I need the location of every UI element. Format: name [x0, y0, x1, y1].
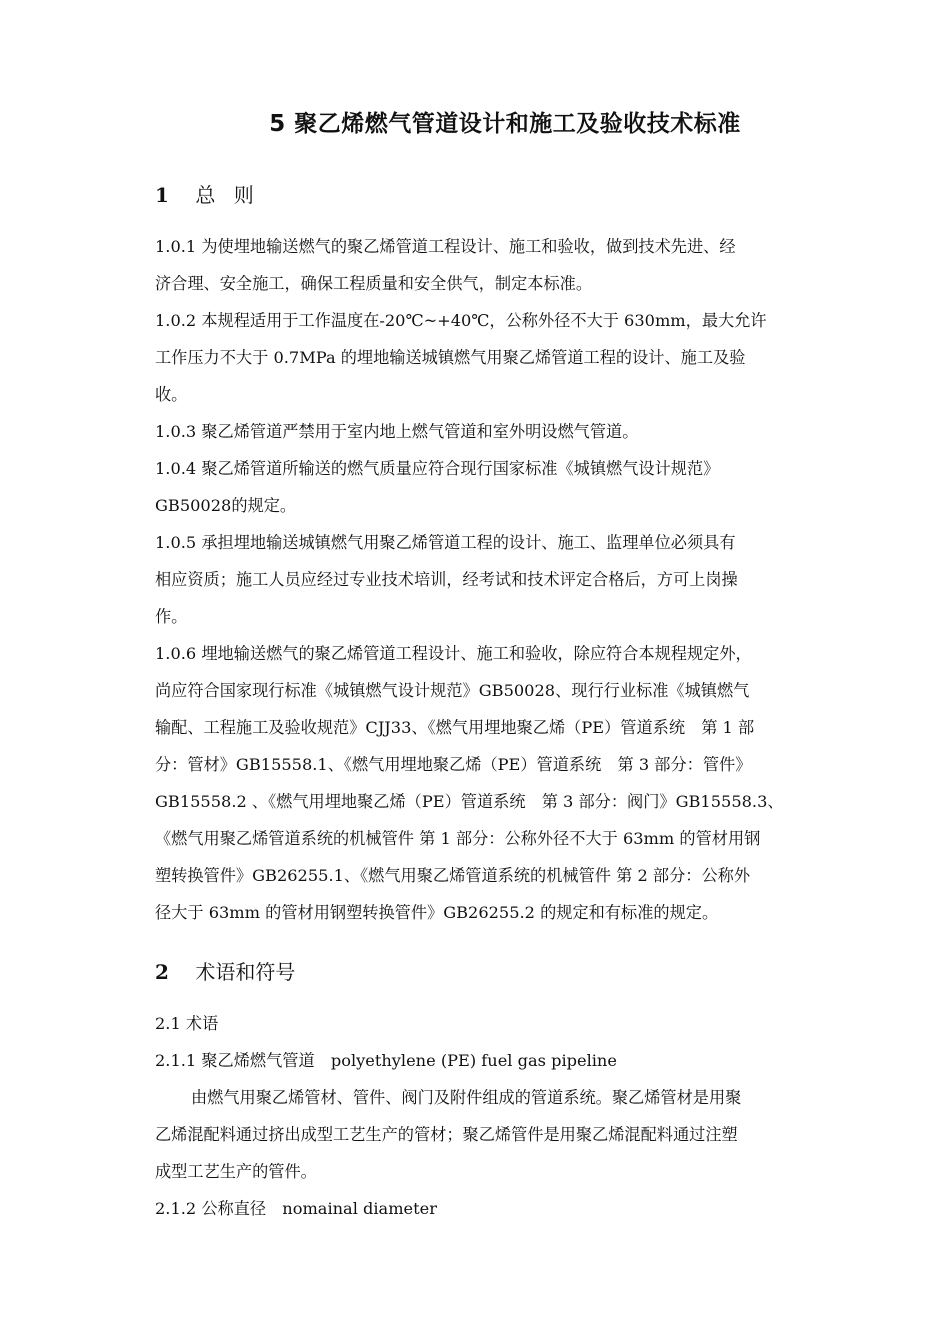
clause-1-0-2: [155, 302, 845, 413]
text-line: 1.0.3 聚乙烯管道严禁用于室内地上燃气管道和室外明设燃气管道。: [155, 422, 639, 441]
term-2-1-2: [155, 1190, 845, 1227]
text-line: 成型工艺生产的管件。: [155, 1162, 317, 1181]
text-line: 收。: [155, 385, 188, 404]
section-2-heading: [155, 957, 855, 987]
text-line: 作。: [155, 607, 188, 626]
subsection-2-1: [155, 1005, 845, 1079]
section-number: 2: [155, 960, 169, 984]
section-title: 术语和符号: [195, 960, 296, 984]
text-line: 2.1 术语: [155, 1014, 219, 1033]
text-line: GB50028的规定。: [155, 496, 297, 515]
text-line: 1.0.6 埋地输送燃气的聚乙烯管道工程设计、施工和验收，除应符合本规程规定外，: [155, 644, 752, 663]
text-line: 1.0.4 聚乙烯管道所输送的燃气质量应符合现行国家标准《城镇燃气设计规范》: [155, 459, 720, 478]
text-line: 1.0.1 为使埋地输送燃气的聚乙烯管道工程设计、施工和验收，做到技术先进、经: [155, 237, 736, 256]
section-title: 总 则: [195, 183, 260, 207]
text-line: GB15558.2 、《燃气用埋地聚乙烯（PE）管道系统 第 3 部分：阀门》GB15558.3、: [155, 792, 784, 811]
term-heading: 2.1.2 公称直径 nomainal diameter: [155, 1199, 437, 1218]
clause-1-0-5: [155, 524, 845, 635]
text-line: 尚应符合国家现行标准《城镇燃气设计规范》GB50028、现行行业标准《城镇燃气: [155, 681, 750, 700]
clause-1-0-3: [155, 413, 845, 450]
text-line: 济合理、安全施工，确保工程质量和安全供气，制定本标准。: [155, 274, 593, 293]
term-heading: 2.1.1 聚乙烯燃气管道 polyethylene (PE) fuel gas pipeline: [155, 1051, 617, 1070]
section-number: 1: [155, 183, 169, 207]
section-1-heading: [155, 180, 855, 210]
text-line: 相应资质；施工人员应经过专业技术培训，经考试和技术评定合格后，方可上岗操: [155, 570, 738, 589]
clause-1-0-1: [155, 228, 845, 302]
text-line: 工作压力不大于 0.7MPa 的埋地输送城镇燃气用聚乙烯管道工程的设计、施工及验: [155, 348, 746, 367]
text-line: 分：管材》GB15558.1、《燃气用埋地聚乙烯（PE）管道系统 第 3 部分：管件》: [155, 755, 752, 774]
text-line: 由燃气用聚乙烯管材、管件、阀门及附件组成的管道系统。聚乙烯管材是用聚: [191, 1088, 742, 1107]
text-line: 乙烯混配料通过挤出成型工艺生产的管材；聚乙烯管件是用聚乙烯混配料通过注塑: [155, 1125, 738, 1144]
text-line: 《燃气用聚乙烯管道系统的机械管件 第 1 部分：公称外径不大于 63mm 的管材用钢: [155, 829, 761, 848]
clause-1-0-4: [155, 450, 845, 524]
page-title: 5 聚乙烯燃气管道设计和施工及验收技术标准: [269, 111, 741, 137]
text-line: 1.0.2 本规程适用于工作温度在-20℃~+40℃，公称外径不大于 630mm，最大允许: [155, 311, 767, 330]
clause-1-0-6: [155, 635, 845, 931]
term-definition: [155, 1079, 845, 1190]
text-line: 塑转换管件》GB26255.1、《燃气用聚乙烯管道系统的机械管件 第 2 部分：公称外: [155, 866, 751, 885]
text-line: 1.0.5 承担埋地输送城镇燃气用聚乙烯管道工程的设计、施工、监理单位必须具有: [155, 533, 736, 552]
text-line: 径大于 63mm 的管材用钢塑转换管件》GB26255.2 的规定和有标准的规定。: [155, 903, 719, 922]
text-line: 输配、工程施工及验收规范》CJJ33、《燃气用埋地聚乙烯（PE）管道系统 第 1 部: [155, 718, 755, 737]
